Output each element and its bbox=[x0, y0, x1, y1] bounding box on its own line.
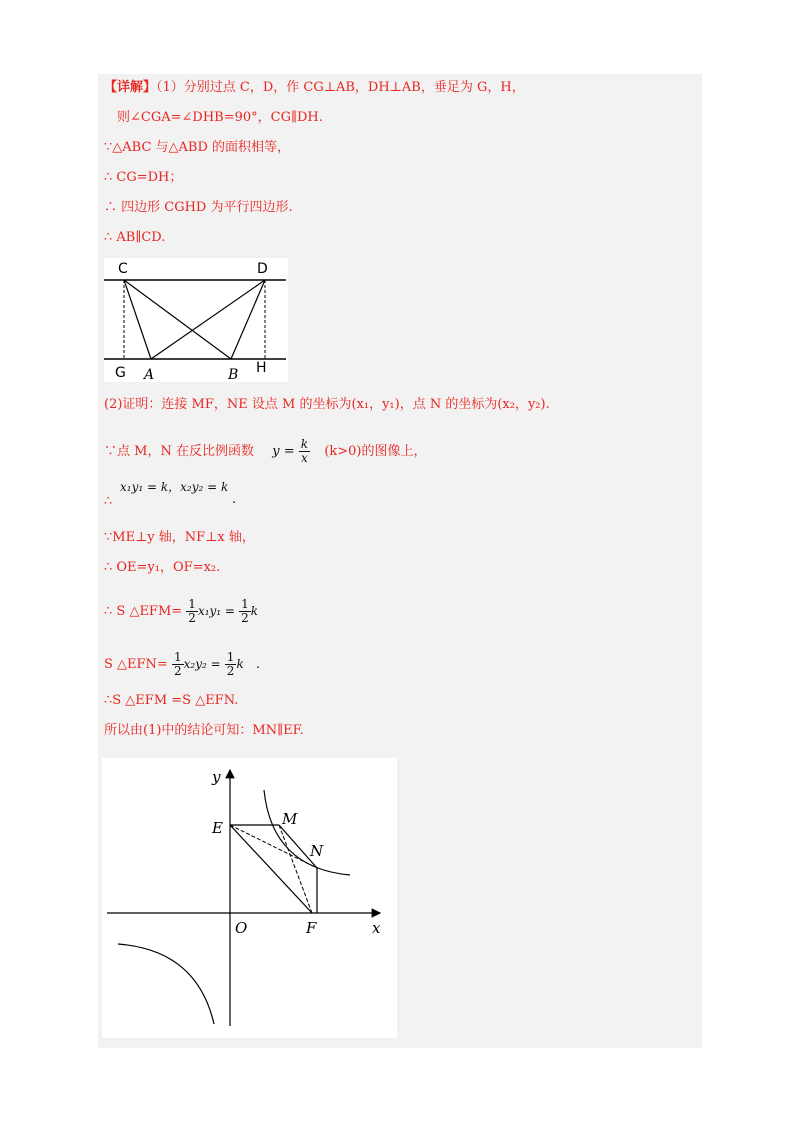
line-8-a: ∵点 M，N 在反比例函数 bbox=[104, 444, 254, 459]
line-8 bbox=[104, 438, 427, 465]
line-7: (2)证明：连接 MF，NE 设点 M 的坐标为(x₁，y₁)，点 N 的坐标为(x₂，y₂). bbox=[104, 397, 550, 412]
label-d: D bbox=[257, 261, 268, 277]
detail-heading: 【详解】 bbox=[104, 80, 157, 95]
line-8-b: (k>0)的图像上， bbox=[324, 444, 427, 459]
fraction-half-3: $\frac{1}{2}$ bbox=[173, 650, 182, 678]
curve-third-quadrant bbox=[118, 944, 214, 1024]
segment-ca bbox=[124, 280, 151, 359]
formula-m1: x₁y₁ = bbox=[197, 604, 235, 618]
line-14: ∴S △EFM =S △EFN. bbox=[104, 693, 239, 708]
line-1-text: （1）分别过点 C，D，作 CG⊥AB，DH⊥AB，垂足为 G，H， bbox=[156, 80, 525, 95]
segment-ef bbox=[230, 825, 312, 913]
label-e: E bbox=[212, 819, 223, 837]
label-b: B bbox=[228, 367, 239, 382]
label-x: x bbox=[372, 919, 381, 937]
label-g: G bbox=[115, 365, 126, 381]
formula-period-2: . bbox=[255, 657, 260, 672]
line-1 bbox=[104, 79, 525, 97]
line-3: ∵△ABC 与△ABD 的面积相等， bbox=[104, 140, 291, 155]
label-f: F bbox=[306, 919, 317, 937]
line-13 bbox=[104, 651, 260, 678]
fraction-half-1: $\frac{1}{2}$ bbox=[188, 597, 196, 625]
formula-products: x₁y₁ = k，x₂y₂ = k bbox=[120, 480, 229, 494]
label-m: M bbox=[282, 810, 298, 828]
line-11: ∴ OE=y₁，OF=x₂. bbox=[104, 560, 221, 575]
label-y: y bbox=[212, 768, 221, 786]
line-12 bbox=[104, 598, 258, 625]
fraction-half-2: $\frac{1}{2}$ bbox=[241, 597, 249, 625]
line-12-a: ∴ S △EFM= bbox=[104, 604, 183, 619]
formula-k-1: k bbox=[250, 604, 259, 618]
fraction-k-over-x bbox=[299, 438, 310, 465]
label-c: C bbox=[118, 261, 128, 277]
fraction-half-4: $\frac{1}{2}$ bbox=[226, 650, 235, 678]
label-h: H bbox=[256, 360, 267, 376]
line-13-a: S △EFN= bbox=[104, 657, 168, 672]
formula-m2: x₂y₂ = bbox=[183, 657, 221, 671]
eq-y: y = bbox=[272, 444, 295, 459]
formula-k-2: k bbox=[236, 657, 244, 671]
label-o: O bbox=[235, 919, 248, 937]
frac-den-x: x bbox=[301, 451, 308, 465]
figure-inverse-function bbox=[102, 758, 397, 1038]
line-5: ∴ 四边形 CGHD 为平行四边形. bbox=[104, 200, 293, 215]
line-15: 所以由(1)中的结论可知：MN∥EF. bbox=[104, 723, 304, 738]
figure-parallel-lines bbox=[104, 258, 288, 382]
label-n: N bbox=[310, 842, 324, 860]
frac-num-k: k bbox=[300, 437, 309, 451]
line-2: 则∠CGA=∠DHB=90°，CG∥DH. bbox=[117, 110, 323, 125]
line-6: ∴ AB∥CD. bbox=[104, 230, 166, 245]
curve-first-quadrant bbox=[264, 790, 350, 875]
segment-mf bbox=[279, 825, 312, 913]
label-a: A bbox=[144, 367, 155, 382]
line-9: ∴ bbox=[104, 494, 113, 509]
formula-period-1: . bbox=[232, 492, 237, 507]
line-10: ∵ME⊥y 轴，NF⊥x 轴， bbox=[104, 530, 255, 545]
segment-cb bbox=[124, 280, 231, 359]
line-4: ∴ CG=DH； bbox=[104, 170, 183, 185]
